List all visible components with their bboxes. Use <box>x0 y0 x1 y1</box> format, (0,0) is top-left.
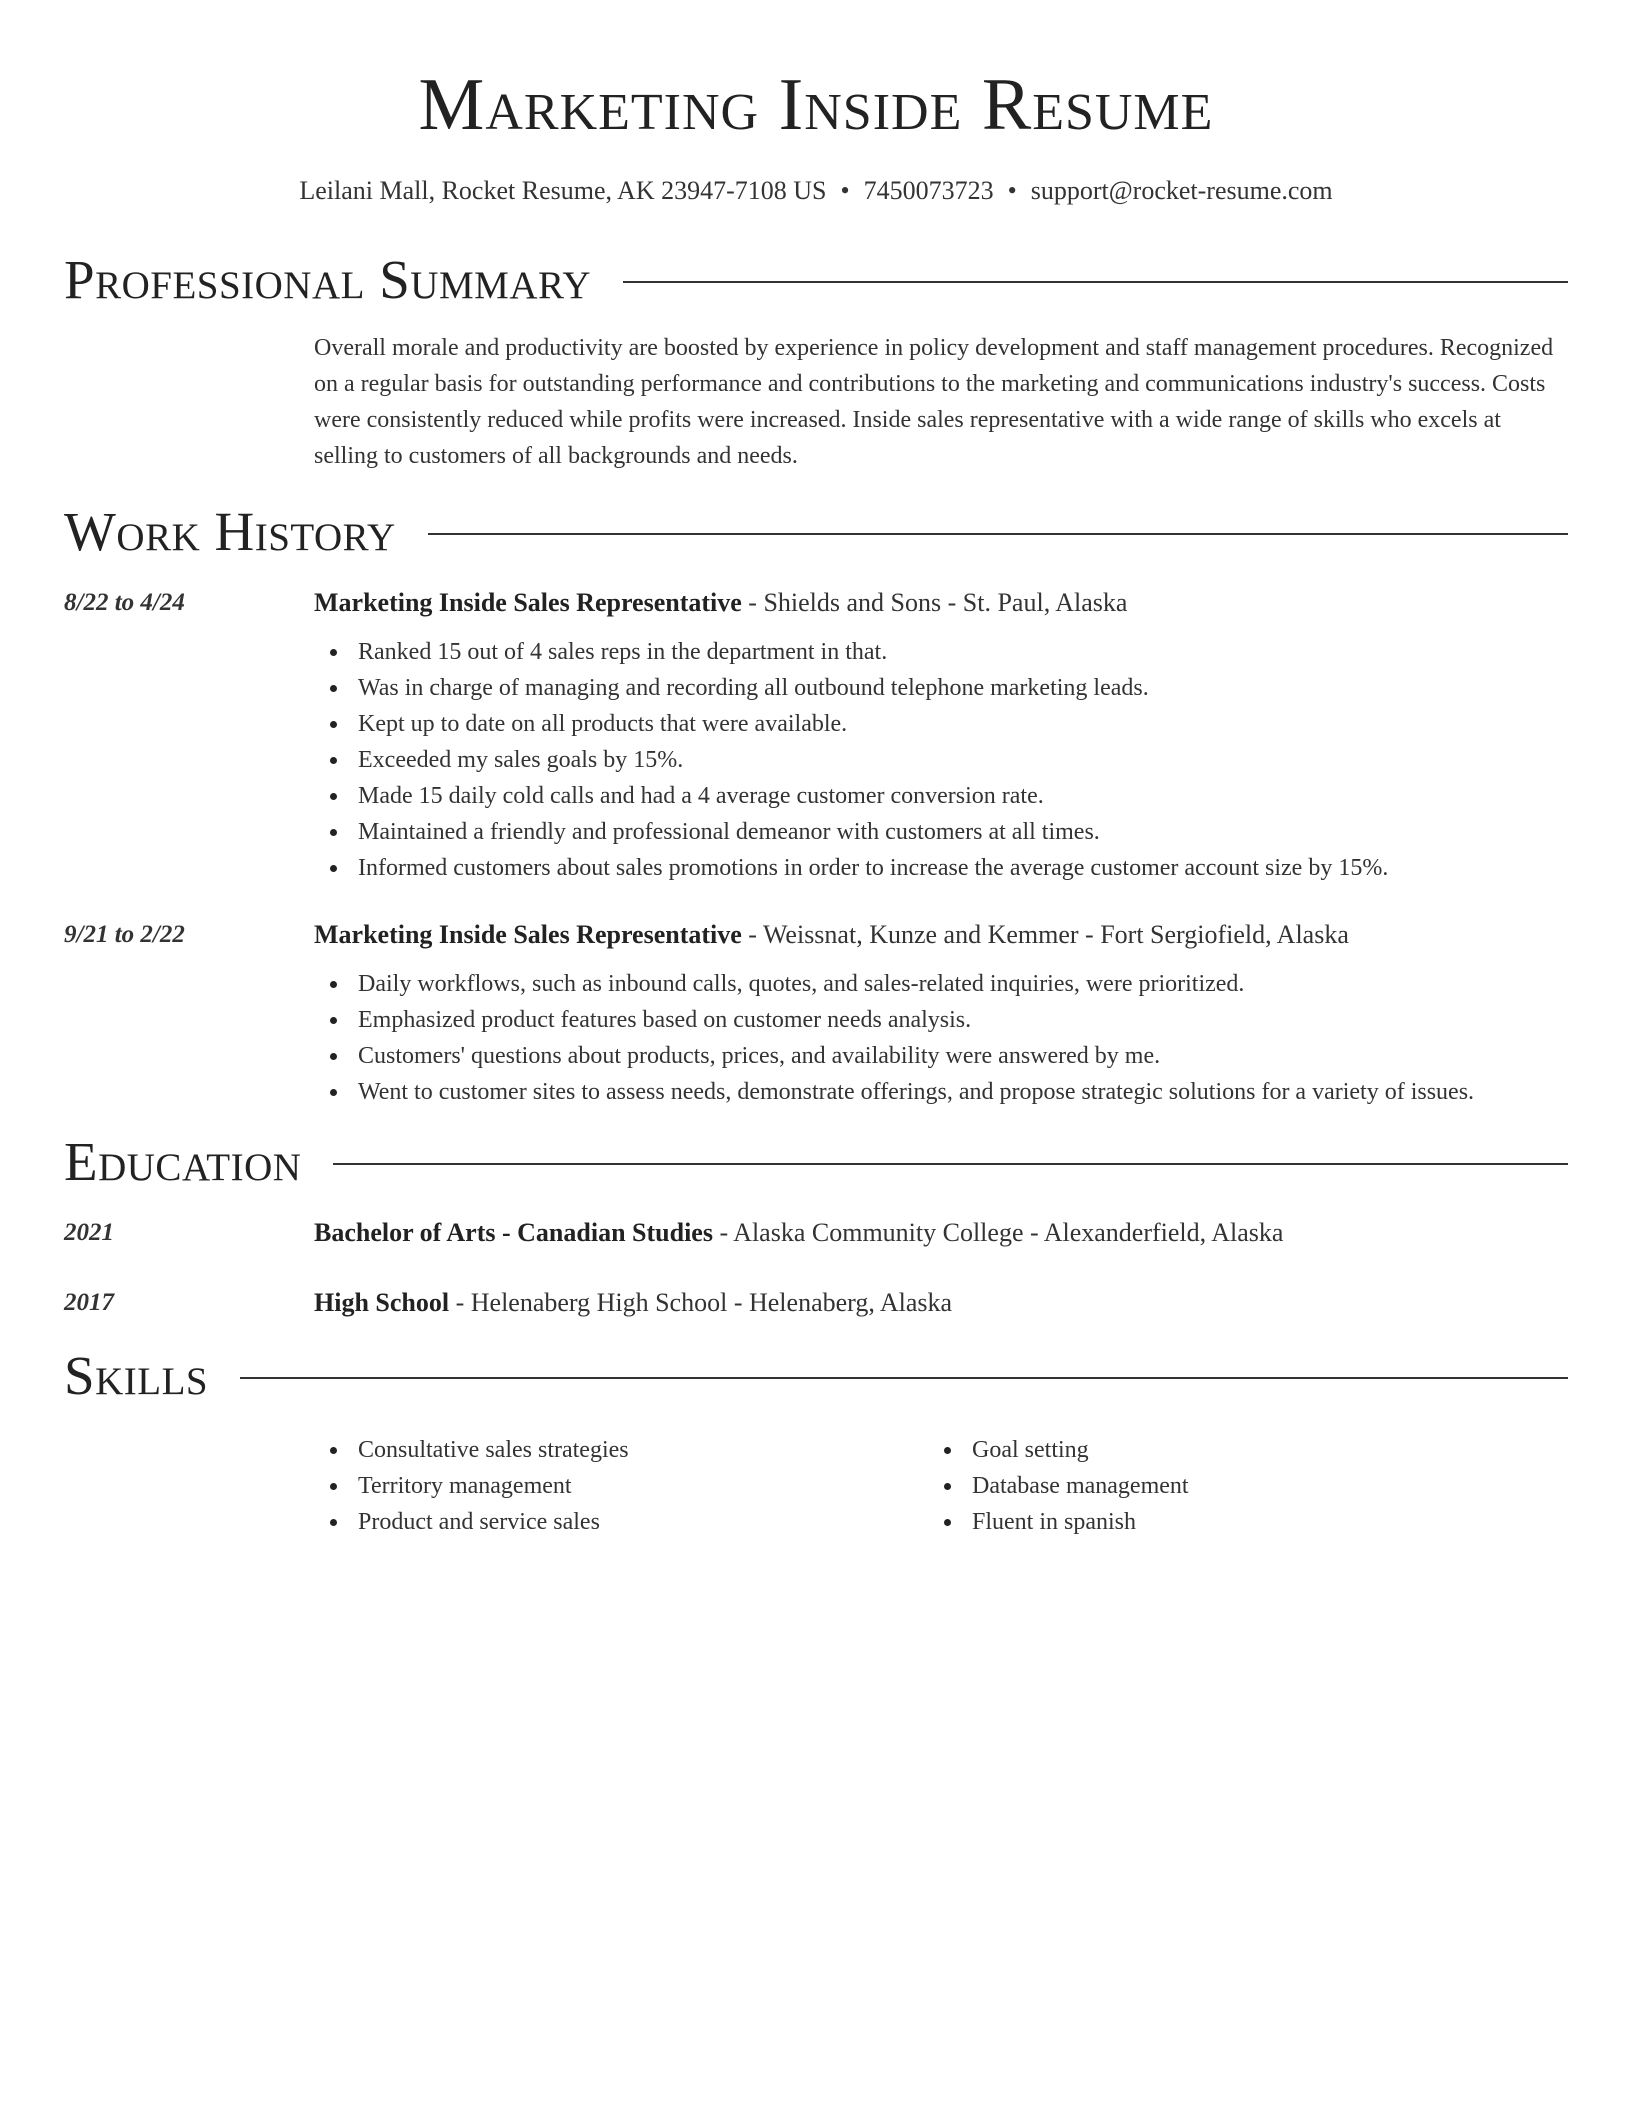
list-item: Was in charge of managing and recording all outbound telephone marketing leads. <box>314 670 1568 706</box>
skill-item: Goal setting <box>928 1432 1542 1468</box>
job-content <box>314 918 1568 1110</box>
list-item: Kept up to date on all products that were available. <box>314 706 1568 742</box>
skills-section-header <box>64 1346 1568 1406</box>
skill-item: Fluent in spanish <box>928 1504 1542 1540</box>
list-item: Customers' questions about products, prices, and availability were answered by me. <box>314 1038 1568 1074</box>
work-heading: Work History <box>64 501 396 562</box>
list-item: Daily workflows, such as inbound calls, quotes, and sales-related inquiries, were prioritized. <box>314 966 1568 1002</box>
job-bullets <box>314 634 1568 886</box>
list-item: Exceeded my sales goals by 15%. <box>314 742 1568 778</box>
list-item: Made 15 daily cold calls and had a 4 average customer conversion rate. <box>314 778 1568 814</box>
education-content <box>314 1286 1568 1320</box>
skill-item: Product and service sales <box>314 1504 928 1540</box>
list-item: Ranked 15 out of 4 sales reps in the department in that. <box>314 634 1568 670</box>
skills-list-right <box>928 1432 1542 1540</box>
job-content <box>314 586 1568 886</box>
job-dates: 9/21 to 2/22 <box>64 921 185 948</box>
job-title: Marketing Inside Sales Representative <box>314 920 742 949</box>
list-item: Emphasized product features based on customer needs analysis. <box>314 1002 1568 1038</box>
education-content <box>314 1216 1568 1250</box>
summary-section-header <box>64 250 1568 310</box>
job-entry <box>64 586 1568 886</box>
job-employer: - Shields and Sons - St. Paul, Alaska <box>741 588 1128 617</box>
contact-line <box>64 174 1568 208</box>
contact-address: Leilani Mall, Rocket Resume, AK 23947-7108 US <box>299 176 827 205</box>
skill-item: Territory management <box>314 1468 928 1504</box>
education-school: - Helenaberg High School - Helenaberg, Alaska <box>449 1288 953 1317</box>
contact-email: support@rocket-resume.com <box>1030 176 1333 205</box>
resume-page <box>64 0 1568 1540</box>
skill-item: Database management <box>928 1468 1542 1504</box>
resume-title: Marketing Inside Resume <box>418 64 1214 146</box>
section-divider <box>623 281 1568 283</box>
section-divider <box>428 533 1568 535</box>
list-item: Maintained a friendly and professional demeanor with customers at all times. <box>314 814 1568 850</box>
education-degree: Bachelor of Arts - Canadian Studies <box>314 1218 713 1247</box>
job-title: Marketing Inside Sales Representative <box>314 588 742 617</box>
section-divider <box>240 1377 1568 1379</box>
job-title-line <box>314 918 1568 952</box>
job-employer: - Weissnat, Kunze and Kemmer - Fort Sergiofield, Alaska <box>741 920 1349 949</box>
education-school: - Alaska Community College - Alexanderfield, Alaska <box>712 1218 1284 1247</box>
list-item: Informed customers about sales promotions in order to increase the average customer account size by 15%. <box>314 850 1568 886</box>
contact-separator: • <box>840 176 850 205</box>
education-year: 2021 <box>64 1219 114 1246</box>
contact-phone: 7450073723 <box>863 176 994 205</box>
education-entry <box>64 1216 1568 1250</box>
list-item: Went to customer sites to assess needs, demonstrate offerings, and propose strategic solutions for a variety of issues. <box>314 1074 1568 1110</box>
work-section-header <box>64 502 1568 562</box>
job-entry <box>64 918 1568 1110</box>
summary-heading: Professional Summary <box>64 249 592 310</box>
job-dates: 8/22 to 4/24 <box>64 589 185 616</box>
skills-list-left <box>314 1432 928 1540</box>
education-year: 2017 <box>64 1289 114 1316</box>
skills-grid <box>314 1432 1568 1540</box>
education-entry <box>64 1286 1568 1320</box>
skill-item: Consultative sales strategies <box>314 1432 928 1468</box>
education-degree: High School <box>314 1288 450 1317</box>
education-heading: Education <box>64 1131 302 1192</box>
contact-separator: • <box>1007 176 1017 205</box>
education-section-header <box>64 1132 1568 1192</box>
job-title-line <box>314 586 1568 620</box>
section-divider <box>333 1163 1568 1165</box>
job-bullets <box>314 966 1568 1110</box>
summary-text: Overall morale and productivity are boosted by experience in policy development and staff management procedures. Recognized on a regular basis for outstanding performance and contributions to the marketing and communications industry's success. Costs were consistently reduced while profits were increased. Inside sales representative with a wide range of skills who excels at selling to customers of all backgrounds and needs. <box>314 335 1554 469</box>
skills-heading: Skills <box>64 1345 209 1406</box>
